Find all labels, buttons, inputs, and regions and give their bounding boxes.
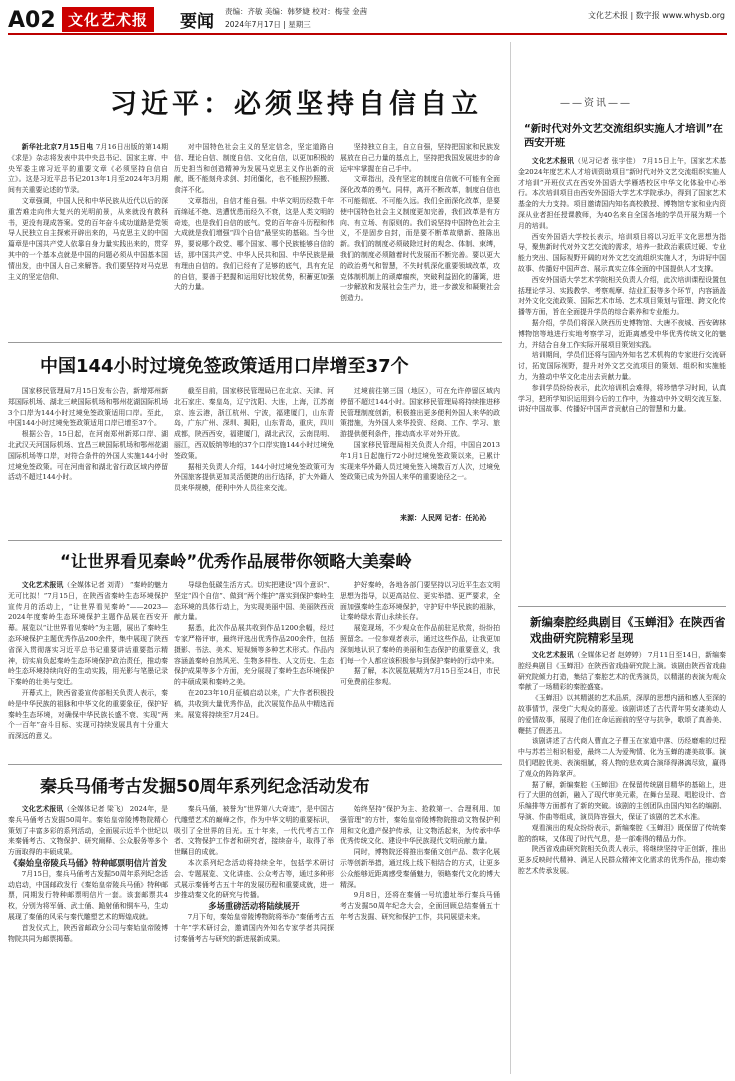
article2-col1 (8, 386, 168, 534)
sidebar-news2-author: （全媒体记者 赵婷婷） (573, 651, 646, 659)
sidebar-news1-body (518, 156, 726, 596)
article4-col2-p1: 秦兵马俑，被誉为“世界第八大奇迹”，是中国古代雕塑艺术的巅峰之作，作为中华文明的重要标识，吸引了全世界的目光。五十年来，一代代考古工作者、文物保护工作者和研究者，接续奋斗，取得了举世瞩目的成就。 (174, 805, 334, 857)
sidebar-news1-p4: 据介绍，学员们将深入陕西历史博物馆、大唐不夜城、西安碑林博物馆等地进行实地考察学习，近距离感受中华优秀传统文化的魅力，并结合自身工作实际开展项目策划实践。 (518, 318, 726, 349)
issue-date: 2024年7月17日 | 星期三 (225, 20, 311, 29)
article4-col2-p3: 7月下旬，秦始皇帝陵博物院将举办“秦俑考古五十年”学术研讨会，邀请国内外知名专家学者共同探讨秦俑考古与研究的新进展新成果。 (174, 912, 334, 943)
article4-col2-p2: 本次系列纪念活动将持续全年，包括学术研讨会、专题展览、文化讲座、公众考古等，通过多种形式展示秦俑考古五十年的发展历程和重要成就，进一步推动秦文化的研究与传播。 (174, 858, 334, 900)
article4-author: （全媒体记者 梁飞） (63, 805, 128, 813)
article4-col2 (174, 804, 334, 1074)
sidebar-news1-p1: 7月15日上午，国家艺术基金2024年度艺术人才培训资助项目“新时代对外文艺交流组织实施人才培训”开班仪式在西安外国语大学雁塔校区中华文化体验中心举行。本次培训项目由西安外国语大学艺术学院承办，得到了国家艺术基金的大力支持。项目邀请国内知名高校教授、博物馆专家和业内资深从业者担任授课教师，为40名来自全国各地的学员开展为期一个月的培训。 (518, 157, 726, 230)
article3-col2-p1: 导绿色低碳生活方式。切实把建设“四个意识”、坚定“四个自信”、做到“两个维护”落实到保护秦岭生态环境的具体行动上，为实现美丽中国、美丽陕西贡献力量。 (174, 581, 334, 622)
article3-col2-p2: 据悉，此次作品展共收到作品1200余幅，经过专家严格评审，最终评选出优秀作品200余件，包括摄影、书法、美术、短视频等多种艺术形式。作品内容涵盖秦岭自然风光、生物多样性、人文历史、生态保护成果等多个方面，充分展现了秦岭生态环境保护的丰硕成果和秦岭之美。 (174, 624, 334, 687)
article1-col1 (8, 142, 168, 334)
sidebar-news2-p6: 陕西省戏曲研究院相关负责人表示，将继续坚持守正创新，推出更多反映时代精神、满足人民群众精神文化需求的优秀作品，推动秦腔艺术传承发展。 (518, 845, 726, 875)
article2-col2-p1: 截至目前，国家移民管理局已在北京、天津、河北石家庄、秦皇岛，辽宁沈阳、大连，上海，江苏南京、连云港，浙江杭州、宁波，福建厦门，山东青岛，广东广州、深圳、揭阳，山东青岛，重庆，四川成都，陕西西安，福建厦门，湖北武汉，云南昆明、丽江，西双版纳等地的37个口岸实施144小时过境免签政策。 (174, 387, 334, 460)
article4-subhead-1: 《秦始皇帝陵兵马俑》特种邮票明信片首发 (9, 857, 167, 868)
article1-col3-p1: 坚持独立自主，自立自强，坚持把国家和民族发展放在自己力量的基点上，坚持把我国发展进步的命运牢牢掌握在自己手中。 (340, 143, 500, 173)
sidebar-news2-p4: 据了解，新编秦腔《玉蝉泪》在保留传统剧目精华的基础上，进行了大胆的创新，融入了现代审美元素，在舞台呈现、唱腔设计、音乐编排等方面都有了新的突破。该剧的主创团队由国内知名的编剧、导演、作曲等组成，演员阵容强大，保证了该剧的艺术水准。 (518, 780, 726, 821)
article3-headline: “让世界看见秦岭”优秀作品展带你领略大美秦岭 (60, 552, 412, 571)
article2-col2-p2: 据相关负责人介绍，144小时过境免签政策可为外国旅客提供更加灵活便捷的出行选择，扩大外籍人员来华规模，便利中外人员往来交流。 (174, 462, 334, 493)
section-title: 要闻 (180, 12, 214, 32)
sidebar-news2-p2: 《玉蝉泪》以其精湛的艺术品质，深厚的思想内涵和感人至深的故事情节，深受广大观众的喜爱。该剧讲述了古代青年男女凄美动人的爱情故事，展现了他们在命运面前的坚守与抗争，歌颂了真善美、鞭挞了假恶丑。 (518, 694, 726, 735)
article4-byline: 文化艺术报讯 (21, 805, 64, 813)
editor-credits: 责编：齐敏 美编：韩梦婕 校对：梅莹 金茜 (225, 7, 368, 16)
masthead-right: 文化艺术报 | 数字报 www.whysb.org (587, 11, 725, 20)
article3-col1 (8, 580, 168, 758)
article2-col2 (174, 386, 334, 534)
article2-col3-p1: 过境前往第三国（地区），可在允许停留区域内停留不超过144小时。国家移民管理局将持续推进移民管理制度创新，积极推出更多便利外国人来华的政策措施，为外国人来华投资、经商、工作、学习、旅游提供便利条件，推动高水平对外开放。 (340, 387, 500, 439)
article1-headline: 习近平：必须坚持自信自立 (110, 89, 482, 120)
sidebar-divider (510, 42, 511, 1074)
article3-col2 (174, 580, 334, 758)
article3-byline: 文化艺术报讯 (21, 581, 64, 589)
divider-2 (8, 540, 502, 541)
sidebar-news2-title: 新编秦腔经典剧目《玉蝉泪》在陕西省戏曲研究院精彩呈现 (530, 615, 726, 645)
sidebar-news1-byline: 文化艺术报讯 (531, 157, 575, 165)
newspaper-logo: 文化艺术报 (62, 7, 154, 32)
sidebar-news2-p3: 该剧讲述了古代商人曹直之子曹玉在家道中落、历经磨难的过程中与苏若兰相识相爱，最终二人为爱殉情、化为玉蝉的凄美故事。演员们唱腔优美、表演细腻，将人物的悲欢离合演绎得淋漓尽致，赢得了观众的阵阵掌声。 (518, 737, 726, 778)
article4-col3 (340, 804, 500, 1074)
article3-col3-p2: 展览现场，不少观众在作品前驻足欣赏，纷纷拍照留念。一位参观者表示，通过这些作品，让我更加深刻地认识了秦岭的美丽和生态保护的重要意义，我们每一个人都应该积极参与到保护秦岭的行动中来。 (340, 624, 500, 665)
article4-col1-p1: 2024年，是秦兵马俑考古发掘50周年。秦始皇帝陵博物院精心策划了丰富多彩的系列活动，全面展示近半个世纪以来秦俑考古、文物保护、研究阐释、公众服务等多个方面取得的丰硕成果。 (8, 805, 168, 857)
sidebar-news2-p5: 观看演出的观众纷纷表示，新编秦腔《玉蝉泪》既保留了传统秦腔的韵味，又体现了时代气息，是一部难得的精品力作。 (518, 823, 726, 843)
sidebar-news1-p2: 西安外国语大学校长表示，培训项目将以习近平文化思想为指导，聚焦新时代对外文艺交流的需求，培养一批政治素质过硬、专业能力突出、国际视野开阔的对外文艺交流组织实施人才，为讲好中国故事、传播好中国声音、展示真实立体全面的中国提供人才支撑。 (518, 232, 726, 273)
article3-col3-p3: 据了解，本次展览展期为7月15日至24日，市民可免费前往参观。 (340, 667, 500, 687)
article4-col1 (8, 804, 168, 1074)
article1-col1-p1: 7月16日出版的第14期《求是》杂志将发表中共中央总书记、国家主席、中央军委主席习近平的重要文章《必须坚持自信自立》。这是习近平总书记2013年1月至2024年3月期间有关重要论述的节录。 (8, 143, 168, 195)
article3-col3-p1: 护好秦岭，各地各部门要坚持以习近平生态文明思想为指导，以更高站位、更实举措、更严要求，全面加强秦岭生态环境保护，守护好中华民族的祖脉，让秦岭绿水青山永续长存。 (340, 581, 500, 622)
article4-col1-p2: 7月15日，秦兵马俑考古发掘50周年系列纪念活动启动，中国邮政发行《秦始皇帝陵兵马俑》特种邮票，同期发行特种邮票明信片一套。该套邮票共4枚，分别为将军俑、武士俑、跪射俑和铜车马，生动展现了秦俑的风采与秦代雕塑艺术的辉煌成就。 (8, 869, 168, 921)
sidebar-news1-p3: 西安外国语大学艺术学院相关负责人介绍，此次培训课程设置包括理论学习、实践教学、考察观摩、结业汇报等多个环节，内容涵盖对外文化交流政策、国际艺术市场、艺术项目策划与管理、跨文化传播等方面，旨在全面提升学员的综合素养和专业能力。 (518, 275, 726, 317)
article3-col1-p1: “秦岭的魅力无可比拟！”7月15日，在陕西省秦岭生态环境保护宣传月的活动上，“让世界看见秦岭”——2023—2024年度秦岭生态环境保护主题作品展在西安开幕。展览以“让世界看见秦岭”为主题，展出了秦岭生态环境保护主题优秀作品200余件，集中展现了陕西省深入贯彻落实习近平总书记重要讲话重要指示精神，切实肩负起秦岭生态环境保护政治责任，推动秦岭生态环境持续向好的生动实践，用光影与笔墨记录下秦岭的壮美与变迁。 (8, 581, 168, 687)
article3-col2-p3: 在2023年10月征稿启动以来，广大作者积极投稿，共收到大量优秀作品，此次展览作品从中精选而来。展览将持续至7月24日。 (174, 688, 334, 719)
sidebar-news1-p6: 参训学员纷纷表示，此次培训机会难得，将珍惜学习时间，认真学习，把所学知识运用到今后的工作中，为推动中外文明交流互鉴、讲好中国故事、传播好中国声音贡献自己的智慧和力量。 (518, 383, 726, 414)
sidebar-divider-h (518, 606, 726, 607)
article2-headline: 中国144小时过境免签政策适用口岸增至37个 (40, 356, 409, 377)
article4-col1-p3: 首发仪式上，陕西省邮政分公司与秦始皇帝陵博物院共同为邮票揭幕。 (8, 923, 168, 943)
article2-col3 (340, 386, 500, 510)
article2-col3-p2: 国家移民管理局相关负责人介绍，中国自2013年1月1日起施行72小时过境免签政策以来，已累计实现来华外籍人员过境免签入境数百万人次，过境免签政策已成为外国人来华的重要途径之一。 (340, 440, 500, 482)
sidebar-news2-byline: 文化艺术报讯 (531, 651, 574, 659)
article4-col3-p2: 同时，博物院还将推出秦俑文创产品、数字化展示等创新举措，通过线上线下相结合的方式，让更多公众能够近距离感受秦俑魅力，领略秦代文化的博大精深。 (340, 848, 500, 889)
article3-col3 (340, 580, 500, 758)
article1-col2-p2: 文章指出，自信才能自强。中华文明历经数千年而绵延不绝、迭遭忧患而经久不衰，这是人类文明的奇迹，也是我们自信的底气。党的百年奋斗历程和伟大成就是我们增强“四个自信”最坚实的基础。当今世界，要说哪个政党、哪个国家、哪个民族能够自信的话，那中国共产党、中华人民共和国、中华民族是最有理由自信的。我们已经有了足够的底气，具有充足的自信，要善于把握和运用好比较优势，积蓄更加强大的力量。 (174, 196, 334, 292)
article1-lead: 新华社北京7月15日电 (21, 143, 94, 151)
article1-col1-p2: 文章强调，中国人民和中华民族从近代以后的深重苦难走向伟大复兴的光明前景，从来就没有教科书，更没有现成答案。党的百年奋斗成功道路是党领导人民独立自主探索开辟出来的，马克思主义的中国篇章是中国共产党人依靠自身力量实践出来的，贯穿其中的一个基本点就是中国的问题必须从中国基本国情出发，由中国人自己来解答。我们要坚持对马克思主义的坚定信仰、 (8, 196, 168, 281)
page-number: A02 (8, 8, 56, 33)
sidebar-news1-title: “新时代对外文艺交流组织实施人才培训”在西安开班 (524, 123, 723, 149)
divider-1 (8, 342, 502, 343)
article1-col3-p2: 文章指出，没有坚定的制度自信就不可能有全面深化改革的勇气。同样，离开不断改革，制度自信也不可能彻底、不可能久远。我们全面深化改革，是要使中国特色社会主义制度更加完善，我们改革是有方向、有立场、有原则的。我们说坚持中国特色社会主义，不是固步自封，而是要不断革故鼎新、推陈出新。我们的制度必须破除过时的观念、体制、束缚，我们的制度必须随着时代发展而不断完善。要以更大的政治勇气和智慧，不失时机深化重要领域改革，攻克体制机制上的顽瘴痼疾，突破利益固化的藩篱，进一步解放和发展社会生产力，进一步激发和凝聚社会创造力。 (340, 175, 500, 303)
article4-headline: 秦兵马俑考古发掘50周年系列纪念活动发布 (40, 777, 370, 797)
article2-col1-p2: 根据公告，15日起，在河南郑州新郑口岸、湖北武汉天河国际机场、宜昌三峡国际机场和鄂州花湖国际机场等口岸，对符合条件的外国人实施144小时过境免签政策。可在河南省和湖北省行政区域内停留活动不超过144小时。 (8, 430, 168, 482)
article3-author: （全媒体记者 刘青） (63, 581, 128, 589)
article4-col3-p1: 始终坚持“保护为主、抢救第一、合理利用、加强管理”的方针，秦始皇帝陵博物院推动文物保护利用和文化遗产保护传承，让文物活起来，为传承中华优秀传统文化、建设中华民族现代文明贡献力量。 (340, 805, 500, 846)
sidebar-news2-p1: 7月11日至14日，新编秦腔经典剧目《玉蝉泪》在陕西省戏曲研究院上演。该剧由陕西省戏曲研究院倾力打造，集结了秦腔艺术的优秀演员，以精湛的表演为观众奉献了一场精彩的秦腔盛宴。 (518, 651, 726, 692)
article3-col1-p2: 开幕式上，陕西省委宣传部相关负责人表示，秦岭是中华民族的祖脉和中华文化的重要象征，保护好秦岭生态环境，对确保中华民族长盛不衰、实现“两个一百年”奋斗目标、实现可持续发展具有十分重大而深远的意义。 (8, 688, 168, 741)
sidebar-news1-author: （见习记者 张宇佳） (574, 157, 640, 165)
article4-subhead-2: 多场重磅活动将陆续展开 (208, 901, 300, 912)
sidebar-news2-body (518, 650, 726, 1074)
article4-col3-p3: 9月8日，还将在秦俑一号坑遗址举行秦兵马俑考古发掘50周年纪念大会，全面回顾总结秦俑五十年考古发掘、研究和保护工作，共同展望未来。 (340, 891, 500, 921)
article2-source: 来源：人民网 记者：任沁沁 (400, 514, 487, 522)
header-rule (8, 33, 727, 35)
divider-3 (8, 764, 502, 765)
article2-col1-p1: 国家移民管理局7月15日发布公告，新增郑州新郑国际机场、湖北三峡国际机场和鄂州花湖国际机场3个口岸为144小时过境免签政策适用口岸。至此，中国144小时过境免签政策适用口岸已增至37个。 (8, 387, 168, 428)
sidebar-label: ——资讯—— (560, 98, 632, 109)
article1-col2-p1: 对中国特色社会主义的坚定信念，坚定道路自信、理论自信、制度自信、文化自信，以更加积极的历史担当和创造精神为发展马克思主义作出新的贡献，既不能刻舟求剑、封闭僵化，也不能照抄照搬、食洋不化。 (174, 143, 334, 195)
sidebar-news1-p5: 培训期间，学员们还将与国内外知名艺术机构的专家进行交流研讨，拓宽国际视野，提升对外文艺交流项目的策划、组织和实施能力，为推动中华文化走出去贡献力量。 (518, 351, 726, 381)
article1-col3 (340, 142, 500, 334)
article1-col2 (174, 142, 334, 334)
